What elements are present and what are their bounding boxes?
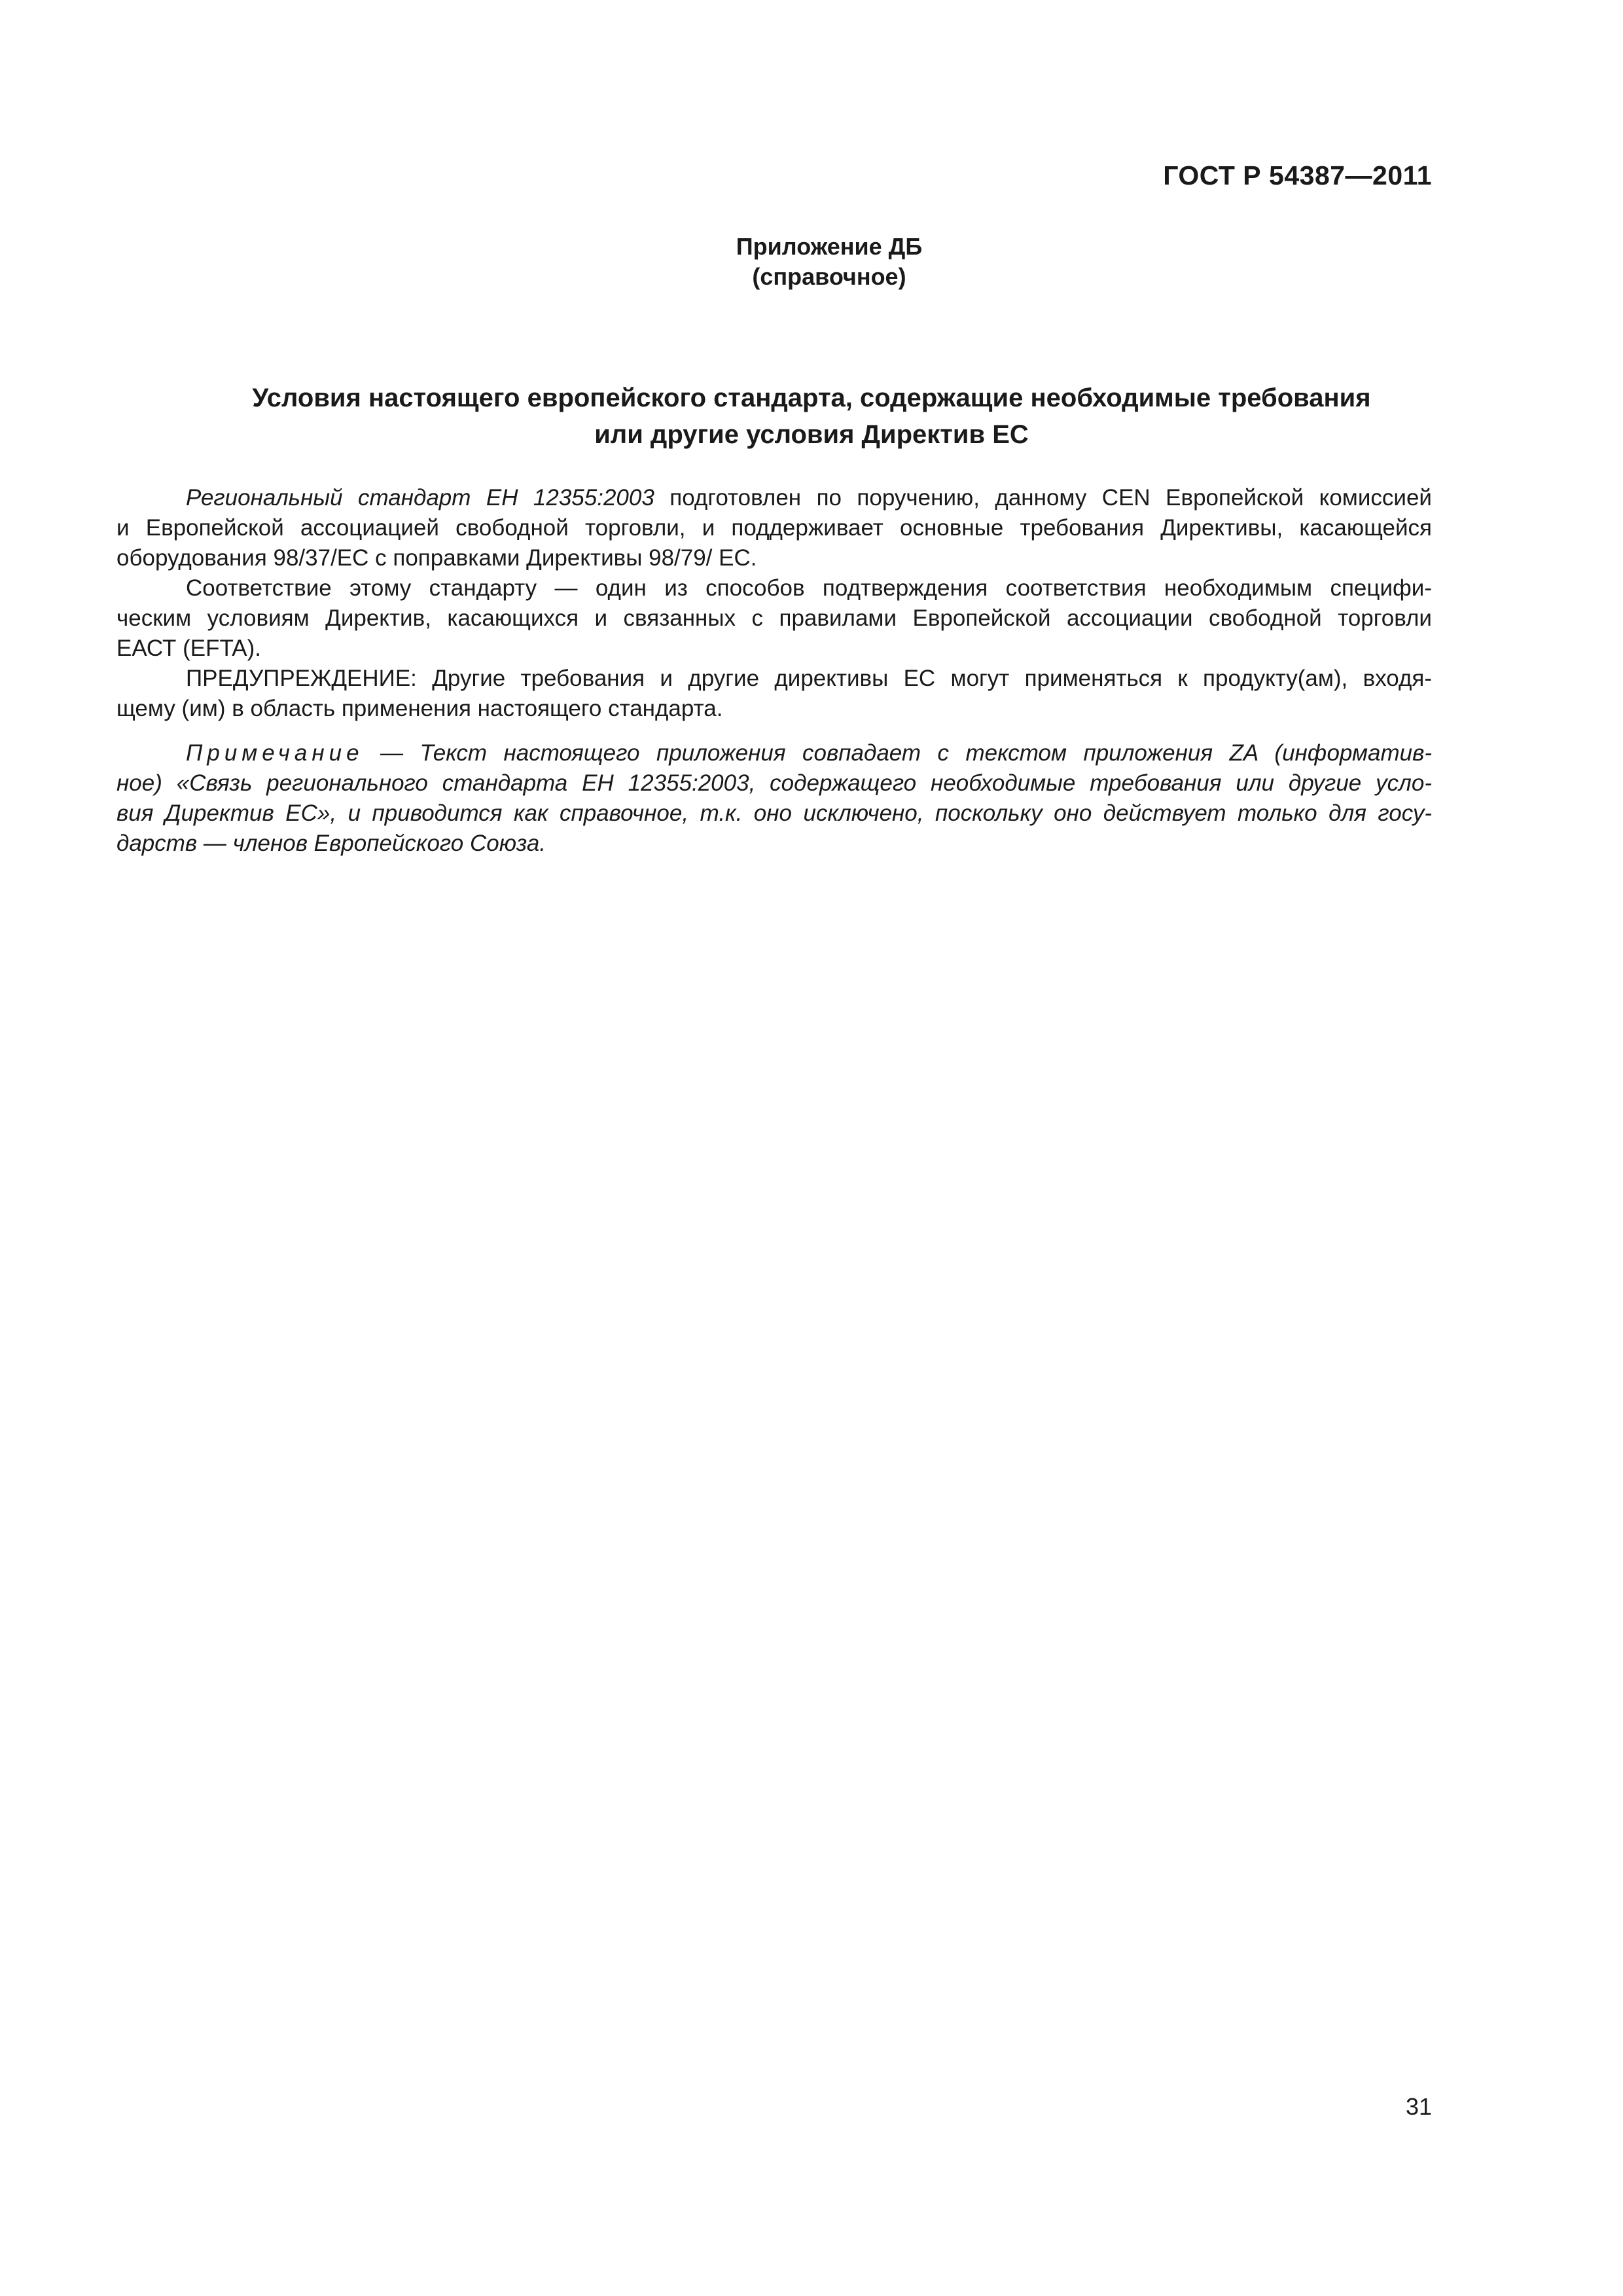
paragraph-line: ПРЕДУПРЕЖДЕНИЕ: Другие требования и другие директивы ЕС могут применяться к продукту(ам), входя-	[186, 666, 1432, 691]
section-title	[0, 380, 1623, 453]
paragraph-line: оборудования 98/37/ЕС с поправками Директивы 98/79/ ЕС.	[116, 545, 757, 571]
paragraph-line: ческим условиям Директив, касающихся и связанных с правилами Европейской ассоциации свободной торговли	[116, 605, 1432, 631]
paragraph-line: Соответствие этому стандарту — один из способов подтверждения соответствия необходимым специфи-	[186, 575, 1432, 601]
body-text	[116, 483, 1432, 859]
note-line: дарств — членов Европейского Союза.	[116, 831, 546, 856]
note-text: — Текст настоящего приложения совпадает с текстом приложения ZA (информатив-	[363, 740, 1432, 766]
document-code: ГОСТ Р 54387—2011	[1163, 160, 1432, 190]
note-line: вия Директив ЕС», и приводится как справочное, т.к. оно исключено, поскольку оно действует только для госу-	[116, 800, 1432, 826]
note	[116, 738, 1432, 859]
note-line	[116, 738, 1432, 768]
paragraph-text: подготовлен по поручению, данному CEN Европейской комиссией	[654, 485, 1432, 511]
paragraph-warning	[116, 664, 1432, 724]
appendix-title: Приложение ДБ	[736, 233, 923, 260]
regional-standard-reference: Региональный стандарт ЕН 12355:2003	[186, 485, 654, 511]
section-title-line-2: или другие условия Директив ЕС	[594, 420, 1029, 449]
note-line: ное) «Связь регионального стандарта ЕН 12355:2003, содержащего необходимые требования или другие усло-	[116, 770, 1432, 796]
paragraph-line: и Европейской ассоциацией свободной торговли, и поддерживает основные требования Директивы, касающейся	[116, 515, 1432, 541]
appendix-subtitle: (справочное)	[752, 263, 906, 290]
paragraph-conformity	[116, 573, 1432, 664]
paragraph-regional-standard	[116, 483, 1432, 573]
note-label: Примечание	[186, 740, 364, 766]
paragraph-line: ЕАСТ (EFTA).	[116, 636, 262, 661]
paragraph-line	[116, 483, 1432, 513]
paragraph-line: щему (им) в область применения настоящего стандарта.	[116, 696, 723, 721]
section-title-line-1: Условия настоящего европейского стандарта, содержащие необходимые требования	[252, 384, 1371, 412]
appendix-heading	[0, 232, 1623, 292]
page-number: 31	[1405, 2093, 1432, 2120]
